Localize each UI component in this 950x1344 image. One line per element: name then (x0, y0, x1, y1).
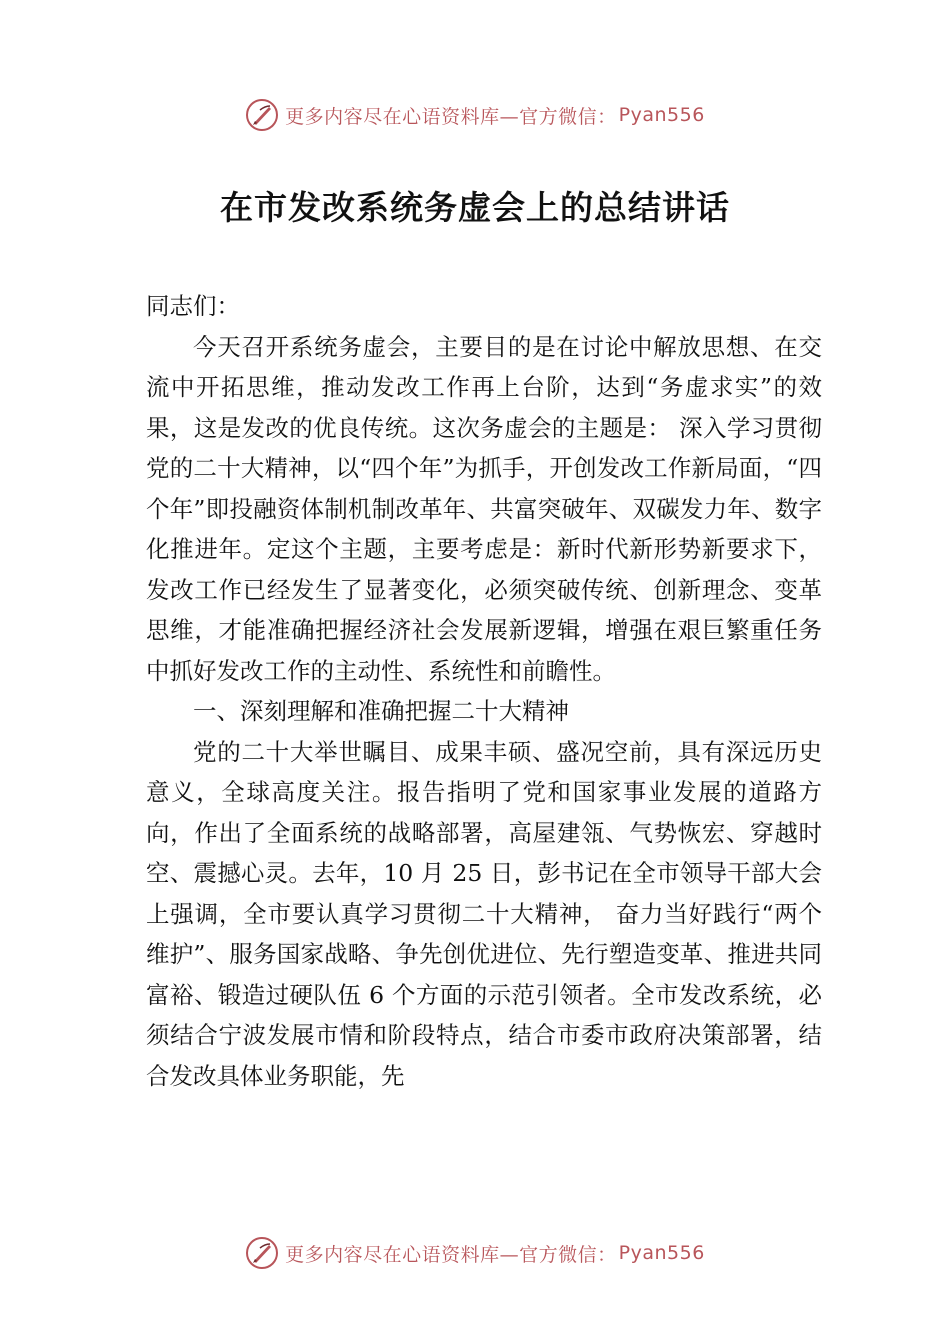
watermark-footer (0, 1233, 950, 1273)
paragraph: 今天召开系统务虚会，主要目的是在讨论中解放思想、在交流中开拓思维，推动发改工作再上台阶，达到“务虚求实”的效果，这是发改的优良传统。这次务虚会的主题是： 深入学习贯彻党的二十大精神，以“四个年”为抓手，开创发改工作新局面，“四个年”即投融资体制机制改革年、共富突破年、双碳发力年、数字化推进年。定这个主题，主要考虑是：新时代新形势新要求下，发改工作已经发生了显著变化，必须突破传统、创新理念、变革思维，才能准确把握经济社会发展新逻辑，增强在艰巨繁重任务中抓好发改工作的主动性、系统性和前瞻性。 (146, 332, 822, 685)
paragraph: 党的二十大举世瞩目、成果丰硕、盛况空前，具有深远历史意义，全球高度关注。报告指明了党和国家事业发展的道路方向，作出了全面系统的战略部署，高屋建瓴、气势恢宏、穿越时空、震撼心灵。去年，10 月 25 日，彭书记在全市领导干部大会上强调，全市要认真学习贯彻二十大精神， 奋力当好践行“两个维护”、服务国家战略、争先创优进位、先行塑造变革、推进共同富裕、锻造过硬队伍 6 个方面的示范引领者。全市发改系统，必须结合宁波发展市情和阶段特点，结合市委市政府决策部署，结合发改具体业务职能，先 (146, 737, 822, 1090)
watermark-text: 更多内容尽在心语资料库—官方微信： (285, 105, 617, 128)
watermark-id: Pyan556 (618, 1242, 705, 1264)
quill-logo-icon (245, 98, 279, 132)
watermark-header (0, 95, 950, 135)
section-heading: 一、深刻理解和准确把握二十大精神 (193, 697, 569, 725)
salutation: 同志们： (146, 292, 240, 320)
quill-logo-icon (245, 1236, 279, 1270)
watermark-text: 更多内容尽在心语资料库—官方微信： (285, 1243, 617, 1266)
watermark-id: Pyan556 (618, 104, 705, 126)
document-body (146, 286, 822, 1096)
document-title: 在市发改系统务虚会上的总结讲话 (220, 188, 730, 227)
